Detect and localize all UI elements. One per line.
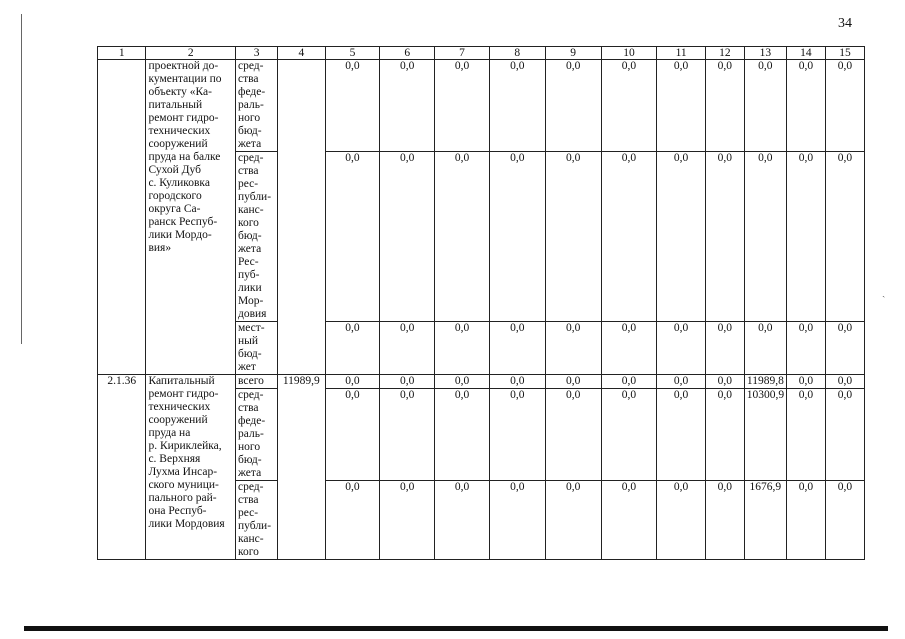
cell-line: с. Верхняя <box>148 453 201 465</box>
header-cell: 10 <box>601 47 657 60</box>
value-cell: 0,0 <box>380 375 435 389</box>
cell-line: публи- <box>238 520 272 532</box>
table-body <box>98 47 865 560</box>
value-cell: 0,0 <box>325 481 380 560</box>
value-cell: 0,0 <box>325 322 380 375</box>
header-row <box>98 47 865 60</box>
value-cell: 0,0 <box>705 375 744 389</box>
cell-line: лики Мордовия <box>148 518 225 530</box>
table-row <box>98 60 865 152</box>
event-name-cell <box>146 375 236 560</box>
cell-line: сооружений <box>148 138 208 150</box>
header-cell: 7 <box>435 47 490 60</box>
value-cell: 0,0 <box>825 481 864 560</box>
value-cell: 0,0 <box>489 322 545 375</box>
header-cell: 9 <box>545 47 601 60</box>
cell-line: феде- <box>238 86 266 98</box>
funding-source-cell <box>236 152 278 322</box>
header-cell: 6 <box>380 47 435 60</box>
cell-line: кументации по <box>148 73 222 85</box>
value-cell: 0,0 <box>489 60 545 152</box>
cell-line: технических <box>148 401 211 413</box>
header-cell: 13 <box>744 47 786 60</box>
cell-line: пруда на <box>148 427 191 439</box>
value-cell: 0,0 <box>825 375 864 389</box>
cell-line: публи- <box>238 191 272 203</box>
value-cell: 0,0 <box>545 375 601 389</box>
funding-source-cell <box>236 389 278 481</box>
value-cell: 0,0 <box>825 389 864 481</box>
binding-rule <box>21 14 22 344</box>
value-cell: 0,0 <box>657 389 705 481</box>
cell-line: Капитальный <box>148 375 215 387</box>
cell-line: Рес- <box>238 256 259 268</box>
cell-line: технических <box>148 125 211 137</box>
value-cell: 0,0 <box>705 481 744 560</box>
value-cell: 0,0 <box>705 322 744 375</box>
header-cell: 2 <box>146 47 236 60</box>
value-cell: 0,0 <box>545 152 601 322</box>
header-cell: 14 <box>786 47 825 60</box>
header-cell: 5 <box>325 47 380 60</box>
value-cell: 0,0 <box>601 375 657 389</box>
cell-line: бюд- <box>238 230 262 242</box>
value-cell: 0,0 <box>435 389 490 481</box>
value-cell: 0,0 <box>825 152 864 322</box>
value-cell: 0,0 <box>435 375 490 389</box>
cell-line: ства <box>238 402 259 414</box>
cell-line: пуб- <box>238 269 260 281</box>
cell-line: мест- <box>238 322 265 334</box>
value-cell: 10300,9 <box>744 389 786 481</box>
value-cell: 0,0 <box>380 389 435 481</box>
value-cell: 0,0 <box>601 60 657 152</box>
cell-line: сред- <box>238 152 264 164</box>
cell-line: жета <box>238 243 262 255</box>
cell-line: жета <box>238 138 262 150</box>
page-number: 34 <box>838 16 852 31</box>
value-cell: 0,0 <box>705 389 744 481</box>
header-cell: 8 <box>489 47 545 60</box>
cell-line: раль- <box>238 428 264 440</box>
total-cell: 11989,9 <box>278 375 325 560</box>
row-number-cell <box>98 60 146 375</box>
value-cell: 0,0 <box>435 481 490 560</box>
value-cell: 0,0 <box>657 481 705 560</box>
cell-line: ного <box>238 112 261 124</box>
cell-line: рес- <box>238 178 259 190</box>
value-cell: 0,0 <box>786 481 825 560</box>
cell-line: кого <box>238 217 259 229</box>
cell-line: вия» <box>148 242 172 254</box>
scan-bottom-edge <box>24 626 888 631</box>
value-cell: 0,0 <box>489 389 545 481</box>
value-cell: 0,0 <box>545 322 601 375</box>
cell-line: Мор- <box>238 295 264 307</box>
funding-source-cell <box>236 375 278 389</box>
cell-line: проектной до- <box>148 60 219 72</box>
value-cell: 0,0 <box>435 152 490 322</box>
value-cell: 0,0 <box>601 322 657 375</box>
funding-source-cell <box>236 481 278 560</box>
value-cell: 0,0 <box>545 389 601 481</box>
cell-line: р. Кириклейка, <box>148 440 222 452</box>
value-cell: 0,0 <box>705 152 744 322</box>
value-cell: 0,0 <box>325 152 380 322</box>
value-cell: 0,0 <box>786 60 825 152</box>
cell-line: жет <box>238 361 256 373</box>
value-cell: 0,0 <box>489 375 545 389</box>
header-cell: 3 <box>236 47 278 60</box>
value-cell: 0,0 <box>744 60 786 152</box>
cell-line: бюд- <box>238 125 262 137</box>
cell-line: ного <box>238 441 261 453</box>
scan-mark: ˎ <box>882 287 886 298</box>
value-cell: 0,0 <box>744 152 786 322</box>
cell-line: феде- <box>238 415 266 427</box>
value-cell: 0,0 <box>380 60 435 152</box>
value-cell: 0,0 <box>601 389 657 481</box>
value-cell: 0,0 <box>489 481 545 560</box>
cell-line: пального рай- <box>148 492 217 504</box>
header-cell: 12 <box>705 47 744 60</box>
cell-line: ства <box>238 165 259 177</box>
value-cell: 0,0 <box>601 152 657 322</box>
cell-line: всего <box>238 375 264 387</box>
value-cell: 0,0 <box>545 60 601 152</box>
value-cell: 1676,9 <box>744 481 786 560</box>
cell-line: ный <box>238 335 259 347</box>
cell-line: лики Мордо- <box>148 229 212 241</box>
cell-line: сред- <box>238 60 264 72</box>
value-cell: 0,0 <box>825 322 864 375</box>
value-cell: 0,0 <box>489 152 545 322</box>
cell-line: сред- <box>238 481 264 493</box>
cell-line: городского <box>148 190 202 202</box>
cell-line: округа Са- <box>148 203 201 215</box>
value-cell: 0,0 <box>545 481 601 560</box>
value-cell: 0,0 <box>744 322 786 375</box>
value-cell: 0,0 <box>601 481 657 560</box>
header-cell: 15 <box>825 47 864 60</box>
value-cell: 0,0 <box>657 375 705 389</box>
cell-line: она Респуб- <box>148 505 207 517</box>
value-cell: 0,0 <box>786 322 825 375</box>
value-cell: 0,0 <box>786 152 825 322</box>
table-row <box>98 375 865 389</box>
value-cell: 0,0 <box>325 60 380 152</box>
cell-line: рес- <box>238 507 259 519</box>
cell-line: бюд- <box>238 454 262 466</box>
cell-line: лики <box>238 282 262 294</box>
value-cell: 0,0 <box>325 389 380 481</box>
value-cell: 0,0 <box>325 375 380 389</box>
value-cell: 0,0 <box>435 322 490 375</box>
cell-line: бюд- <box>238 348 262 360</box>
cell-line: жета <box>238 467 262 479</box>
cell-line: пруда на балке <box>148 151 221 163</box>
funding-source-cell <box>236 60 278 152</box>
value-cell: 0,0 <box>786 389 825 481</box>
cell-line: ранск Респуб- <box>148 216 218 228</box>
cell-line: ства <box>238 73 259 85</box>
row-number-cell: 2.1.36 <box>98 375 146 560</box>
budget-table <box>97 46 865 560</box>
value-cell: 0,0 <box>657 60 705 152</box>
cell-line: довия <box>238 308 267 320</box>
cell-line: объекту «Ка- <box>148 86 212 98</box>
cell-line: кого <box>238 546 259 558</box>
header-cell: 11 <box>657 47 705 60</box>
cell-line: раль- <box>238 99 264 111</box>
cell-line: Сухой Дуб <box>148 164 201 176</box>
funding-source-cell <box>236 322 278 375</box>
value-cell: 0,0 <box>380 481 435 560</box>
cell-line: канс- <box>238 204 264 216</box>
header-cell: 4 <box>278 47 325 60</box>
cell-line: питальный <box>148 99 203 111</box>
cell-line: сред- <box>238 389 264 401</box>
cell-line: ского муници- <box>148 479 219 491</box>
value-cell: 0,0 <box>380 152 435 322</box>
value-cell: 11989,8 <box>744 375 786 389</box>
value-cell: 0,0 <box>657 152 705 322</box>
cell-line: ремонт гидро- <box>148 112 219 124</box>
total-cell <box>278 60 325 375</box>
cell-line: Лухма Инсар- <box>148 466 218 478</box>
cell-line: сооружений <box>148 414 208 426</box>
event-name-cell <box>146 60 236 375</box>
value-cell: 0,0 <box>435 60 490 152</box>
cell-line: ства <box>238 494 259 506</box>
value-cell: 0,0 <box>657 322 705 375</box>
value-cell: 0,0 <box>380 322 435 375</box>
value-cell: 0,0 <box>825 60 864 152</box>
value-cell: 0,0 <box>705 60 744 152</box>
cell-line: с. Куликовка <box>148 177 210 189</box>
cell-line: канс- <box>238 533 264 545</box>
cell-line: ремонт гидро- <box>148 388 219 400</box>
value-cell: 0,0 <box>786 375 825 389</box>
header-cell: 1 <box>98 47 146 60</box>
